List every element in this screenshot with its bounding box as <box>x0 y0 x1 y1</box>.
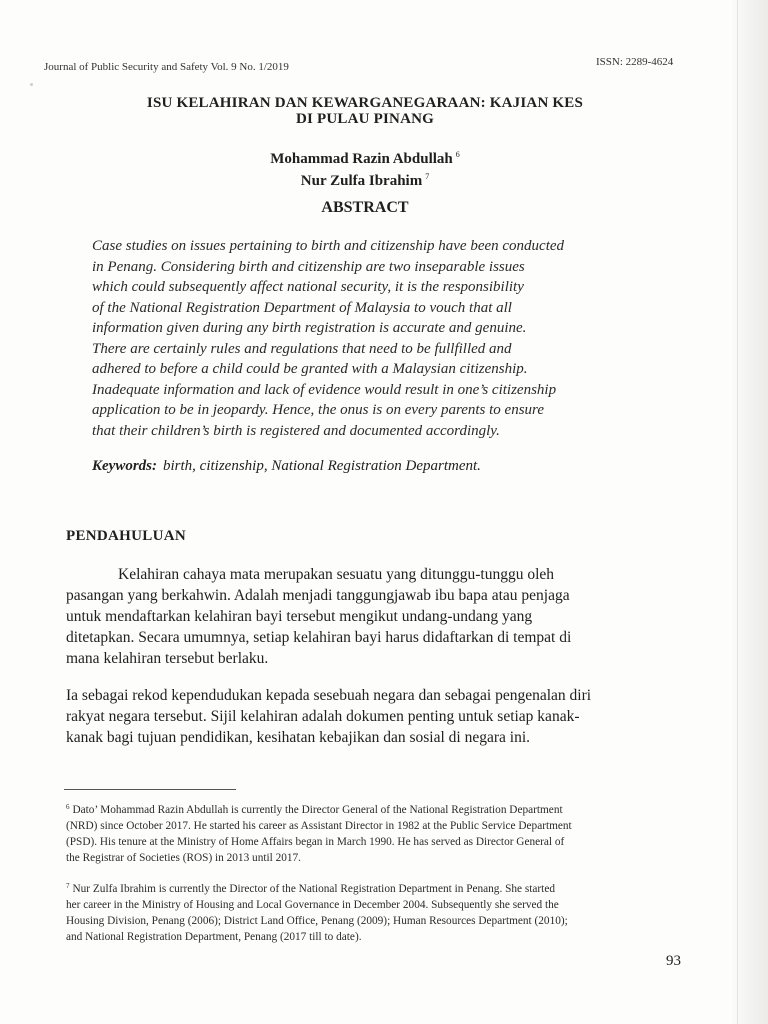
keywords-text: birth, citizenship, National Registration Department. <box>163 458 481 474</box>
footnote-line: the Registrar of Societies (ROS) in 2013 until 2017. <box>66 852 302 864</box>
abstract-line: There are certainly rules and regulations that need to be fullfilled and <box>92 340 512 357</box>
footnote-line: (NRD) since October 2017. He started his career as Assistant Director in 1982 at the Public Service Department <box>66 820 572 832</box>
footnote-line-text: Nur Zulfa Ibrahim is currently the Director of the National Registration Department in Penang. She started <box>72 883 555 895</box>
author-1-note-mark: 6 <box>455 150 460 159</box>
author-1-name: Mohammad Razin Abdullah <box>270 151 453 167</box>
page-number: 93 <box>666 953 681 969</box>
abstract-line: that their children’s birth is registered and documented accordingly. <box>92 422 500 439</box>
paragraph-line: ditetapkan. Secara umumnya, setiap kelahiran bayi harus didaftarkan di tempat di <box>66 629 572 646</box>
page-edge-line <box>737 0 738 1024</box>
keywords <box>92 458 481 475</box>
article-title-line-1: ISU KELAHIRAN DAN KEWARGANEGARAAN: KAJIAN KES <box>146 95 584 111</box>
author-1 <box>60 146 670 168</box>
footnote-6 <box>66 799 686 866</box>
section-heading: PENDAHULUAN <box>66 528 186 544</box>
scan-speck <box>30 83 33 86</box>
paragraph-line: Ia sebagai rekod kependudukan kepada sesebuah negara dan sebagai pengenalan diri <box>66 687 592 704</box>
abstract-line: which could subsequently affect national security, it is the responsibility <box>92 279 524 295</box>
abstract-line: application to be in jeopardy. Hence, the onus is on every parents to ensure <box>92 402 544 418</box>
article-title-line-2: DI PULAU PINANG <box>296 111 434 127</box>
journal-header: Journal of Public Security and Safety Vol. 9 No. 1/2019 <box>44 61 289 73</box>
footnote-line: her career in the Ministry of Housing and Local Governance in December 2004. Subsequently she served the <box>66 899 559 911</box>
abstract-body <box>92 236 640 441</box>
footnote-line: and National Registration Department, Penang (2017 till to date). <box>66 931 362 943</box>
footnote-7 <box>66 878 686 945</box>
paragraph-line: Kelahiran cahaya mata merupakan sesuatu yang ditunggu-tunggu oleh <box>118 566 555 583</box>
author-list <box>60 146 670 190</box>
author-2 <box>60 168 670 190</box>
footnote-line <box>66 878 686 897</box>
footnote-mark: 6 <box>66 803 70 811</box>
author-2-note-mark: 7 <box>425 172 430 181</box>
footnote-line: Housing Division, Penang (2006); District Land Office, Penang (2009); Human Resources Department (2010); <box>66 915 568 927</box>
paragraph-line: mana kelahiran tersebut berlaku. <box>66 650 269 667</box>
abstract-line: Case studies on issues pertaining to birth and citizenship have been conducted <box>92 238 565 254</box>
abstract-line: information given during any birth registration is accurate and genuine. <box>92 320 527 336</box>
abstract-line: in Penang. Considering birth and citizenship are two inseparable issues <box>92 258 525 275</box>
abstract-line: of the National Registration Department of Malaysia to vouch that all <box>92 299 512 316</box>
keywords-label: Keywords: <box>92 458 157 474</box>
author-2-name: Nur Zulfa Ibrahim <box>300 173 423 189</box>
footnote-line-text: Dato’ Mohammad Razin Abdullah is currently the Director General of the National Registration Department <box>72 804 563 816</box>
abstract-heading: ABSTRACT <box>321 199 409 216</box>
issn-number: ISSN: 2289-4624 <box>596 56 674 68</box>
footnote-line <box>66 799 686 818</box>
article-title <box>60 95 670 127</box>
paragraph-line: kanak bagi tujuan pendidikan, kesihatan kebajikan dan sosial di negara ini. <box>66 729 531 746</box>
paragraph-2 <box>66 685 666 748</box>
paragraph-1 <box>66 564 666 669</box>
abstract-line: adhered to before a child could be granted with a Malaysian citizenship. <box>92 361 528 377</box>
paragraph-line: rakyat negara tersebut. Sijil kelahiran adalah dokumen penting untuk setiap kanak- <box>66 708 580 725</box>
paragraph-line: pasangan yang berkahwin. Adalah menjadi tanggungjawab ibu bapa atau penjaga <box>66 587 570 604</box>
footnote-divider <box>64 789 236 790</box>
footnote-line: (PSD). His tenure at the Ministry of Home Affairs began in March 1990. He has served as Director General of <box>66 836 565 848</box>
footnote-mark: 7 <box>66 882 70 890</box>
paragraph-line: untuk mendaftarkan kelahiran bayi tersebut mengikut undang-undang yang <box>66 608 533 625</box>
abstract-line: Inadequate information and lack of evidence would result in one’s citizenship <box>92 381 557 398</box>
